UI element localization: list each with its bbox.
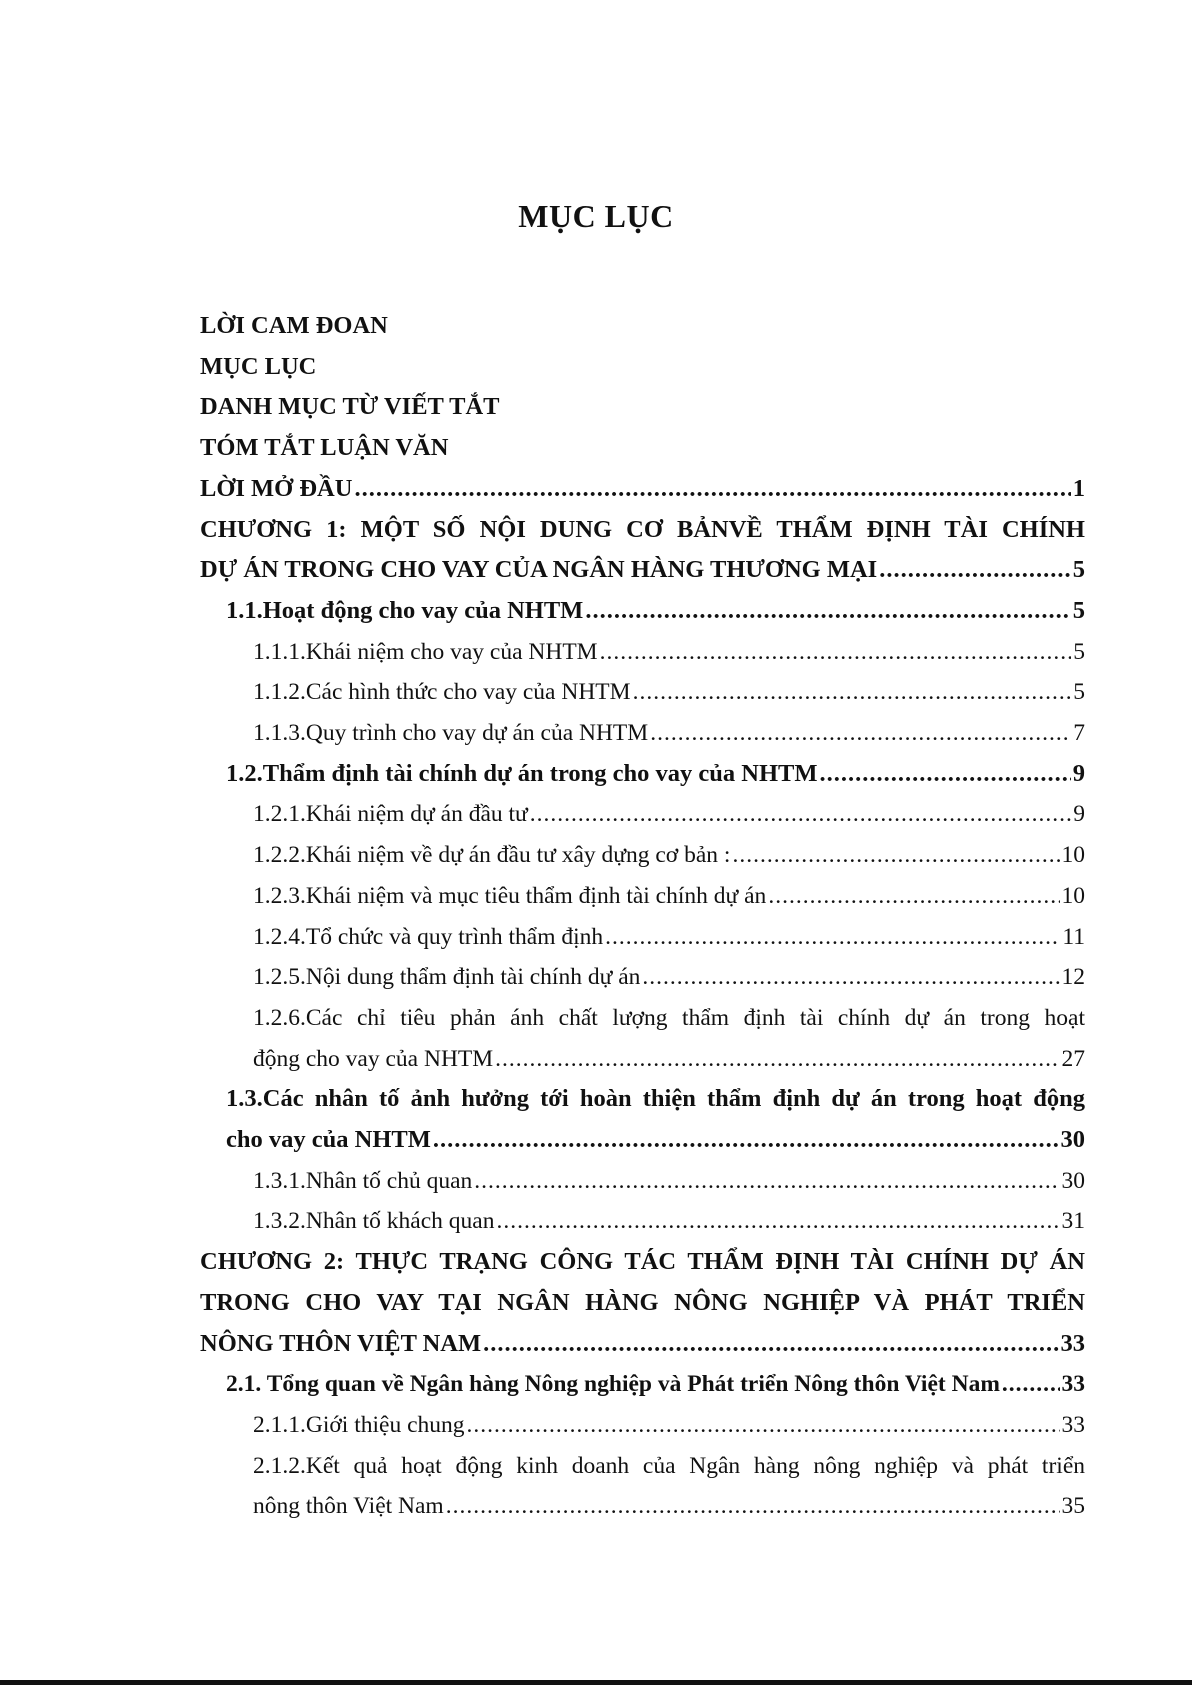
- toc-entry-s2-1[interactable]: [200, 1364, 1085, 1405]
- toc-entry-s1-1[interactable]: [200, 591, 1085, 632]
- dot-leader: [433, 1120, 1059, 1161]
- toc-entry-chuong-2-line2[interactable]: TRONG CHO VAY TẠI NGÂN HÀNG NÔNG NGHIỆP VÀ PHÁT TRIỂN: [200, 1288, 1085, 1316]
- toc-entry-chuong-2[interactable]: [200, 1324, 1085, 1365]
- dot-leader: [496, 1201, 1059, 1242]
- dot-leader: [1002, 1364, 1060, 1405]
- toc-entry-s1-1-1[interactable]: [200, 632, 1085, 673]
- toc-entry-s1-2-4[interactable]: [200, 917, 1085, 958]
- dot-leader: [585, 591, 1070, 632]
- toc-entry-text: LỜI CAM ĐOAN: [200, 312, 388, 339]
- toc-entry-text: 2.1.1.Giới thiệu chung: [253, 1411, 465, 1438]
- toc-entry-text: cho vay của NHTM: [226, 1126, 431, 1154]
- toc-entry-s1-2-6-line1[interactable]: 1.2.6.Các chỉ tiêu phản ánh chất lượng thẩm định tài chính dự án trong hoạt: [253, 1004, 1085, 1031]
- page-number: 12: [1061, 964, 1085, 991]
- toc-entry-text: 1.1.2.Các hình thức cho vay của NHTM: [253, 679, 631, 706]
- page-number: 35: [1061, 1493, 1085, 1520]
- page-number: 27: [1061, 1045, 1085, 1072]
- toc-entry-text: 1.2.Thẩm định tài chính dự án trong cho vay của NHTM: [226, 759, 818, 787]
- page-number: 10: [1061, 842, 1085, 869]
- toc-entry-text: 1.3.2.Nhân tố khách quan: [253, 1208, 495, 1235]
- page-number: 7: [1073, 720, 1085, 747]
- toc-entry-text: 2.1. Tổng quan về Ngân hàng Nông nghiệp và Phát triển Nông thôn Việt Nam: [226, 1371, 1000, 1398]
- toc-entry-text: 1.1.Hoạt động cho vay của NHTM: [226, 596, 584, 624]
- dot-leader: [633, 672, 1072, 713]
- toc-entry-s1-2[interactable]: [200, 754, 1085, 795]
- toc-entry-danh-muc[interactable]: [200, 387, 1085, 428]
- dot-leader: [732, 835, 1059, 876]
- dot-leader: [530, 794, 1071, 835]
- toc-entry-text: động cho vay của NHTM: [253, 1045, 494, 1072]
- toc-entry-text: 1.1.3.Quy trình cho vay dự án của NHTM: [253, 720, 649, 747]
- toc-entry-s1-2-5[interactable]: [200, 957, 1085, 998]
- toc-entry-tom-tat[interactable]: [200, 428, 1085, 469]
- toc-entry-text: 1.2.3.Khái niệm và mục tiêu thẩm định tài chính dự án: [253, 882, 767, 909]
- page-number: 31: [1061, 1208, 1085, 1235]
- toc-entry-s1-2-2[interactable]: [200, 835, 1085, 876]
- toc-entry-s1-3-1[interactable]: [200, 1161, 1085, 1202]
- toc-entry-chuong-2-line1[interactable]: CHƯƠNG 2: THỰC TRẠNG CÔNG TÁC THẨM ĐỊNH TÀI CHÍNH DỰ ÁN: [200, 1248, 1085, 1276]
- toc-entry-s1-3-line1[interactable]: 1.3.Các nhân tố ảnh hưởng tới hoàn thiện thẩm định dự án trong hoạt động: [226, 1085, 1085, 1113]
- toc-entry-s2-1-2[interactable]: [200, 1486, 1085, 1527]
- toc-entry-s2-1-2-line1[interactable]: 2.1.2.Kết quả hoạt động kinh doanh của Ngân hàng nông nghiệp và phát triển: [253, 1452, 1085, 1479]
- page-number: 30: [1061, 1167, 1085, 1194]
- toc-entry-s2-1-1[interactable]: [200, 1405, 1085, 1446]
- dot-leader: [650, 713, 1071, 754]
- toc-entry-muc-luc[interactable]: [200, 347, 1085, 388]
- dot-leader: [819, 754, 1070, 795]
- page-number: 33: [1061, 1411, 1085, 1438]
- toc-entry-chuong-1[interactable]: [200, 550, 1085, 591]
- page-number: 9: [1073, 801, 1085, 828]
- dot-leader: [642, 957, 1059, 998]
- toc-entry-s1-3[interactable]: [200, 1120, 1085, 1161]
- page-number: 5: [1073, 638, 1085, 665]
- toc-entry-s1-3-2[interactable]: [200, 1201, 1085, 1242]
- dot-leader: [600, 632, 1072, 673]
- page-number: 33: [1061, 1371, 1085, 1398]
- toc-entry-text: 1.2.4.Tổ chức và quy trình thẩm định: [253, 923, 604, 950]
- dot-leader: [467, 1405, 1060, 1446]
- toc-entry-s1-2-6[interactable]: [200, 1039, 1085, 1080]
- toc-entry-loi-cam-doan[interactable]: [200, 306, 1085, 347]
- toc-entry-text: NÔNG THÔN VIỆT NAM: [200, 1329, 482, 1357]
- dot-leader: [768, 876, 1059, 917]
- toc-entry-text: 1.2.2.Khái niệm về dự án đầu tư xây dựng cơ bản :: [253, 842, 731, 869]
- toc-entry-text: nông thôn Việt Nam: [253, 1493, 444, 1520]
- page-number: 11: [1062, 923, 1085, 950]
- toc-entry-s1-2-3[interactable]: [200, 876, 1085, 917]
- toc-entry-s1-1-2[interactable]: [200, 672, 1085, 713]
- page-number: 5: [1073, 679, 1085, 706]
- toc-entry-s1-2-1[interactable]: [200, 794, 1085, 835]
- page-number: 33: [1060, 1329, 1085, 1357]
- dot-leader: [605, 917, 1060, 958]
- toc-entry-text: MỤC LỤC: [200, 352, 317, 380]
- page-number: 9: [1072, 759, 1085, 787]
- toc-entry-text: TÓM TẮT LUẬN VĂN: [200, 434, 449, 462]
- toc-entry-text: 1.3.1.Nhân tố chủ quan: [253, 1167, 473, 1194]
- dot-leader: [354, 469, 1070, 510]
- dot-leader: [879, 550, 1071, 591]
- page-number: 10: [1061, 882, 1085, 909]
- dot-leader: [483, 1324, 1058, 1365]
- page-title: MỤC LỤC: [518, 198, 674, 234]
- page-number: 30: [1060, 1126, 1085, 1154]
- dot-leader: [474, 1161, 1059, 1202]
- toc-entry-text: 1.2.1.Khái niệm dự án đầu tư: [253, 801, 528, 828]
- toc-entry-text: 1.2.5.Nội dung thẩm định tài chính dự án: [253, 964, 641, 991]
- page-number: 5: [1072, 556, 1085, 584]
- toc-entry-text: LỜI MỞ ĐẦU: [200, 474, 353, 502]
- dot-leader: [446, 1486, 1060, 1527]
- toc-entry-text: 1.1.1.Khái niệm cho vay của NHTM: [253, 638, 598, 665]
- table-of-contents: [200, 306, 1085, 1527]
- page-number: 5: [1072, 596, 1085, 624]
- toc-entry-chuong-1-line1[interactable]: CHƯƠNG 1: MỘT SỐ NỘI DUNG CƠ BẢNVỀ THẨM ĐỊNH TÀI CHÍNH: [200, 515, 1085, 543]
- toc-entry-loi-mo-dau[interactable]: [200, 469, 1085, 510]
- toc-entry-text: DỰ ÁN TRONG CHO VAY CỦA NGÂN HÀNG THƯƠNG MẠI: [200, 556, 878, 584]
- dot-leader: [495, 1039, 1059, 1080]
- page-number: 1: [1072, 474, 1085, 502]
- toc-entry-text: DANH MỤC TỪ VIẾT TẮT: [200, 393, 500, 421]
- toc-entry-s1-1-3[interactable]: [200, 713, 1085, 754]
- page-bottom-edge: [0, 1680, 1192, 1685]
